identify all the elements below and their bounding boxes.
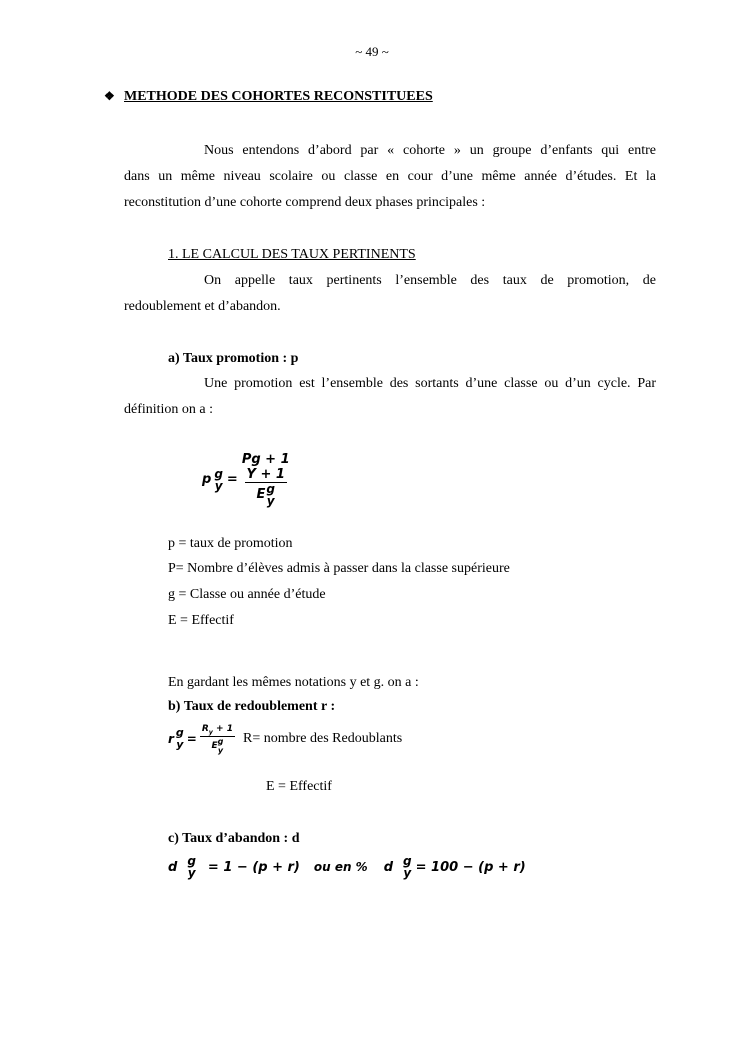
def-p: p = taux de promotion <box>168 536 293 551</box>
section-title: METHODE DES COHORTES RECONSTITUEES <box>124 89 433 104</box>
promotion-line-2: définition on a : <box>124 402 214 417</box>
def-R: R= nombre des Redoublants <box>243 731 403 746</box>
intro-line-3: reconstitution d’une cohorte comprend deux phases principales : <box>124 195 486 210</box>
page-number: ~ 49 ~ <box>355 44 389 59</box>
intro-line-1: Nous entendons d’abord par « cohorte » un groupe d’enfants qui entre <box>204 143 656 158</box>
abandon-heading: c) Taux d’abandon : d <box>168 831 300 846</box>
promotion-formula: p g y = Pg + 1 Y + 1 E g y <box>202 452 290 508</box>
promotion-line-1: Une promotion est l’ensemble des sortants d’une classe ou d’un cycle. Par <box>204 376 656 391</box>
abandon-formula: d g y = 1 − (p + r) ou en % d g y = 100 − (p + r) <box>168 854 526 880</box>
def-P: P= Nombre d’élèves admis à passer dans la classe supérieure <box>168 561 510 576</box>
intro-line-2: dans un même niveau scolaire ou classe en cour d’une même année d’études. Et la <box>124 169 656 184</box>
section-heading <box>104 89 433 105</box>
def-E-redoublement: E = Effectif <box>266 779 332 794</box>
part1-line-1: On appelle taux pertinents l’ensemble des taux de promotion, de <box>204 273 656 288</box>
def-g: g = Classe ou année d’étude <box>168 587 326 602</box>
notation-note: En gardant les mêmes notations y et g. on a : <box>168 675 419 690</box>
diamond-bullet-icon: ❖ <box>104 89 115 103</box>
part1-line-2: redoublement et d’abandon. <box>124 299 281 314</box>
part1-heading: 1. LE CALCUL DES TAUX PERTINENTS <box>168 247 416 262</box>
promotion-heading: a) Taux promotion : p <box>168 351 299 366</box>
redoublement-formula: r g y = $R_y + 1$ E g y <box>168 724 233 755</box>
redoublement-heading: b) Taux de redoublement r : <box>168 699 336 714</box>
def-E: E = Effectif <box>168 613 234 628</box>
